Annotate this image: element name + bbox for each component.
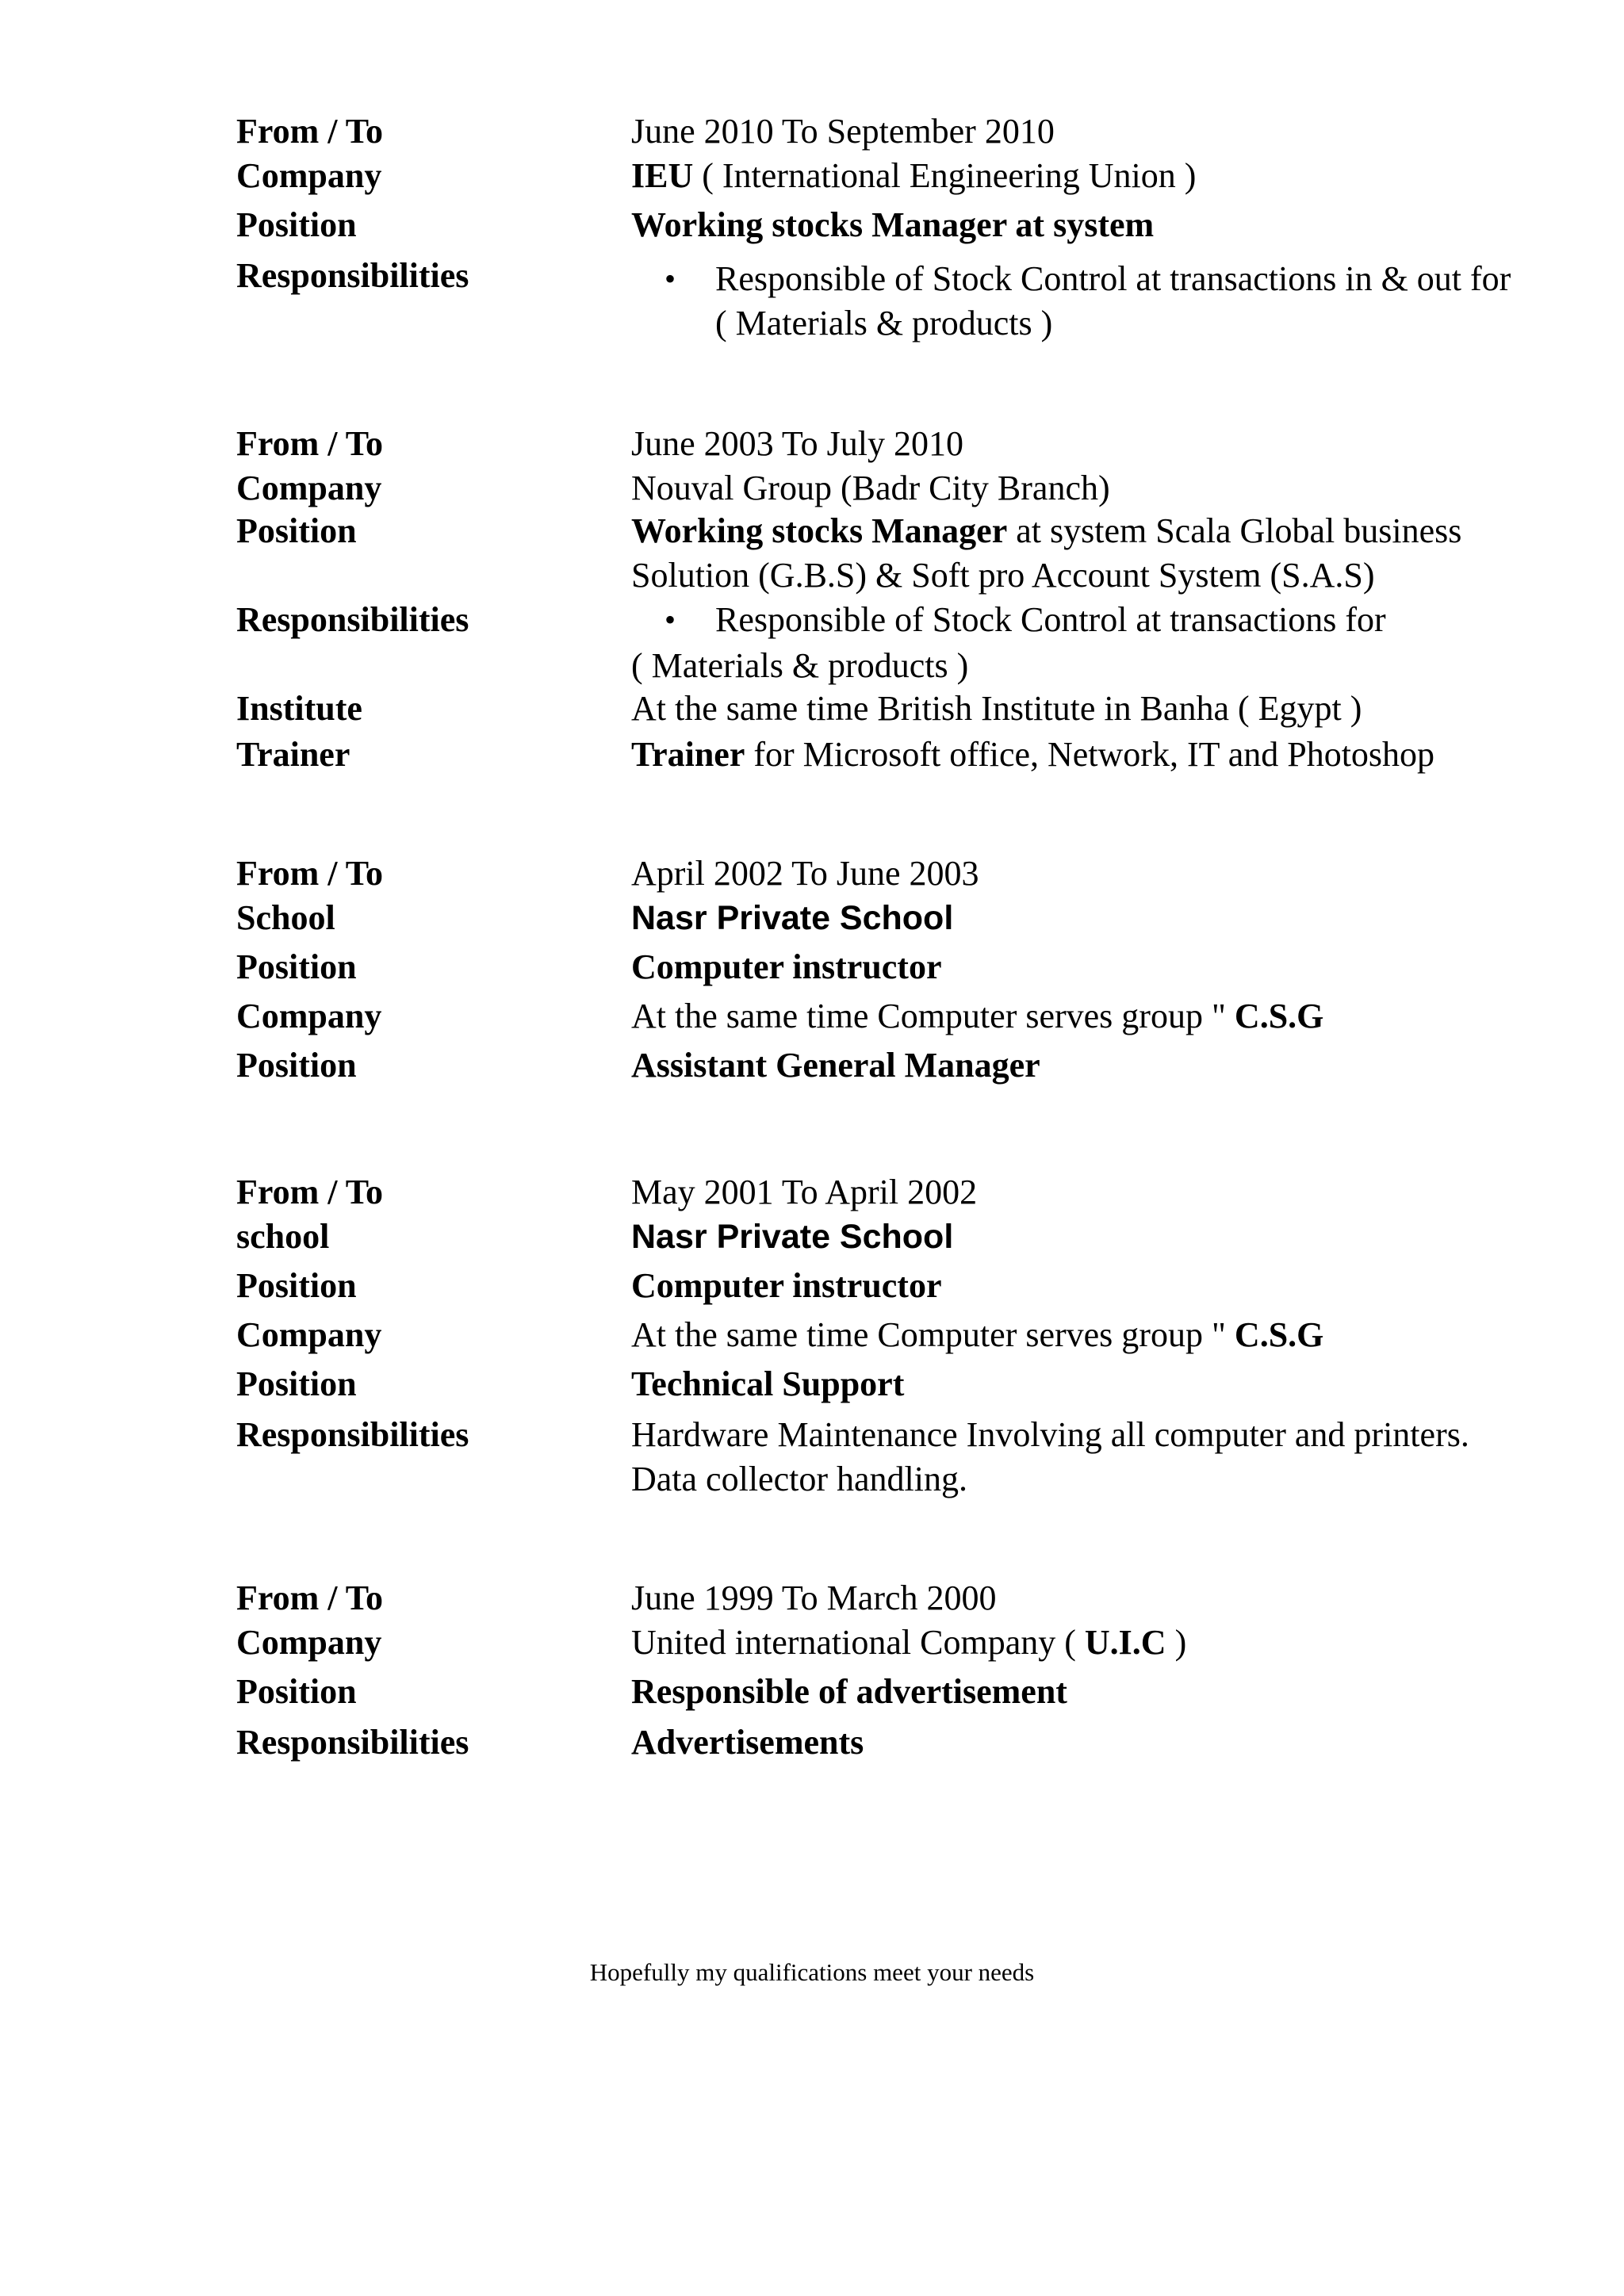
closing-statement: Hopefully my qualifications meet your needs bbox=[589, 1958, 1035, 1986]
position-value-line2: Solution (G.B.S) & Soft pro Account System (S.A.S) bbox=[631, 556, 1375, 595]
institute-value: At the same time British Institute in Banha ( Egypt ) bbox=[631, 689, 1362, 728]
from-to-value: June 2003 To July 2010 bbox=[631, 424, 964, 463]
responsibility-line: ( Materials & products ) bbox=[715, 304, 1053, 342]
position-detail: at system Scala Global business bbox=[1007, 511, 1462, 550]
company-label: Company bbox=[236, 469, 382, 507]
position-label: Position bbox=[236, 947, 357, 986]
responsibilities-value: Advertisements bbox=[631, 1723, 864, 1762]
company-label: Company bbox=[236, 1623, 382, 1662]
responsibility-line: Hardware Maintenance Involving all computer and printers. bbox=[631, 1415, 1469, 1454]
company-name: IEU bbox=[631, 156, 694, 195]
from-to-label: From / To bbox=[236, 1173, 384, 1211]
trainer-label: Trainer bbox=[236, 735, 350, 774]
company-value bbox=[631, 1622, 1186, 1663]
company-detail: At the same time Computer serves group " bbox=[631, 997, 1235, 1035]
responsibility-line: ( Materials & products ) bbox=[631, 646, 969, 685]
school-label: School bbox=[236, 898, 335, 937]
school-value: Nasr Private School bbox=[631, 899, 954, 937]
responsibility-line: Responsible of Stock Control at transactions for bbox=[715, 600, 1386, 639]
company-value bbox=[631, 996, 1323, 1037]
from-to-value: June 2010 To September 2010 bbox=[631, 112, 1055, 151]
from-to-label: From / To bbox=[236, 112, 384, 151]
company-value: Nouval Group (Badr City Branch) bbox=[631, 469, 1110, 507]
company-value bbox=[631, 1314, 1323, 1356]
company-abbr: C.S.G bbox=[1234, 1315, 1324, 1354]
position-value: Working stocks Manager at system bbox=[631, 205, 1155, 244]
bullet: • bbox=[665, 602, 676, 637]
position-label: Position bbox=[236, 1046, 357, 1085]
position-label: Position bbox=[236, 1266, 357, 1305]
trainer-title: Trainer bbox=[631, 735, 745, 774]
position-label: Position bbox=[236, 1364, 357, 1403]
position-value: Assistant General Manager bbox=[631, 1046, 1040, 1085]
trainer-value bbox=[631, 734, 1434, 775]
position-label: Position bbox=[236, 511, 357, 550]
from-to-value: May 2001 To April 2002 bbox=[631, 1173, 978, 1211]
school-value: Nasr Private School bbox=[631, 1218, 954, 1256]
company-detail: At the same time Computer serves group " bbox=[631, 1315, 1235, 1354]
company-label: Company bbox=[236, 997, 382, 1035]
bullet: • bbox=[665, 261, 676, 297]
company-full-name: ( International Engineering Union ) bbox=[693, 156, 1197, 195]
position-label: Position bbox=[236, 205, 357, 244]
responsibilities-label: Responsibilities bbox=[236, 256, 469, 295]
position-value: Responsible of advertisement bbox=[631, 1672, 1067, 1711]
company-label: Company bbox=[236, 1315, 382, 1354]
position-value: Computer instructor bbox=[631, 947, 942, 986]
company-close: ) bbox=[1166, 1623, 1187, 1662]
responsibilities-label: Responsibilities bbox=[236, 600, 469, 639]
from-to-label: From / To bbox=[236, 1578, 384, 1617]
position-value bbox=[631, 511, 1461, 552]
institute-label: Institute bbox=[236, 689, 362, 728]
company-value bbox=[631, 155, 1196, 197]
school-label: school bbox=[236, 1217, 330, 1256]
company-abbr: U.I.C bbox=[1084, 1623, 1166, 1662]
position-label: Position bbox=[236, 1672, 357, 1711]
trainer-detail: for Microsoft office, Network, IT and Photoshop bbox=[745, 735, 1435, 774]
company-label: Company bbox=[236, 156, 382, 195]
responsibilities-label: Responsibilities bbox=[236, 1723, 469, 1762]
from-to-value: April 2002 To June 2003 bbox=[631, 854, 979, 893]
position-title: Working stocks Manager bbox=[631, 511, 1008, 550]
from-to-label: From / To bbox=[236, 424, 384, 463]
responsibility-line: Responsible of Stock Control at transactions in & out for bbox=[715, 259, 1511, 298]
from-to-label: From / To bbox=[236, 854, 384, 893]
responsibility-line: Data collector handling. bbox=[631, 1460, 967, 1498]
position-value: Computer instructor bbox=[631, 1266, 942, 1305]
position-value: Technical Support bbox=[631, 1364, 905, 1403]
from-to-value: June 1999 To March 2000 bbox=[631, 1578, 997, 1617]
company-name: United international Company ( bbox=[631, 1623, 1085, 1662]
responsibilities-label: Responsibilities bbox=[236, 1415, 469, 1454]
company-abbr: C.S.G bbox=[1234, 997, 1324, 1035]
